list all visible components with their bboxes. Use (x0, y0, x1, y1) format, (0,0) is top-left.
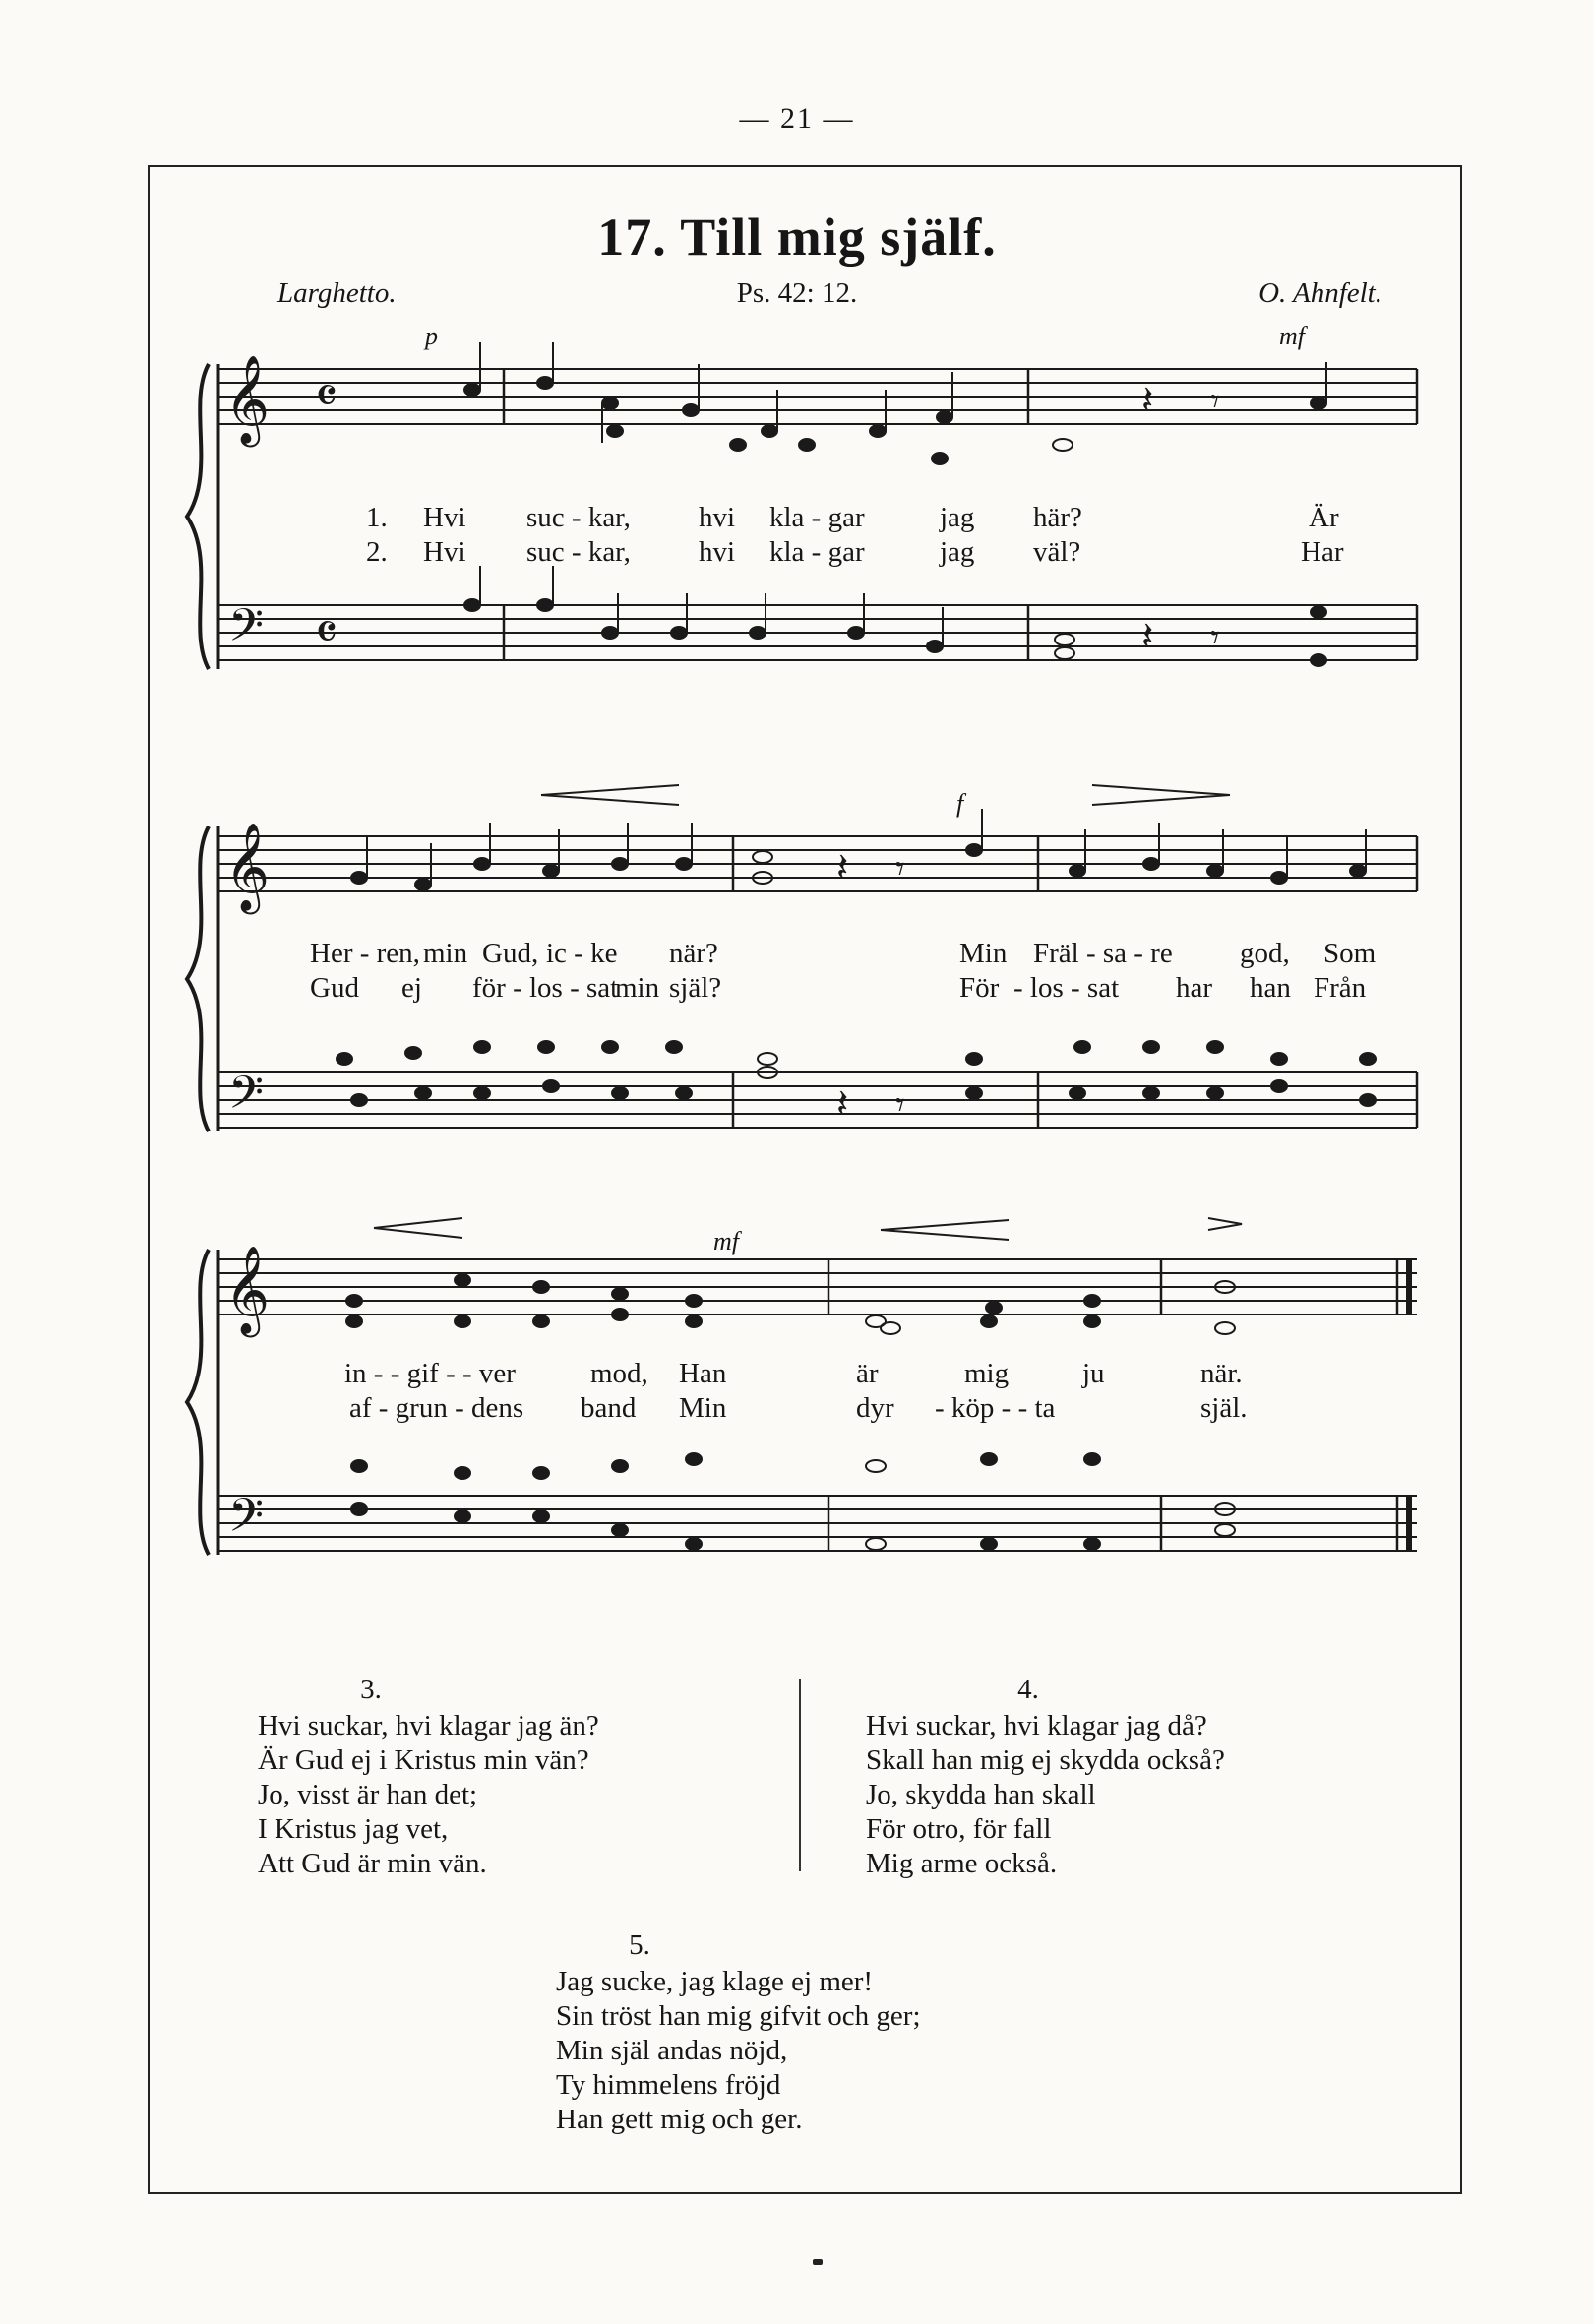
svg-text:Min: Min (679, 1392, 727, 1424)
verse-line: Jo, visst är han det; (258, 1779, 478, 1810)
bass-notes-3 (351, 1453, 1235, 1550)
svg-text:själ.: själ. (1200, 1392, 1248, 1424)
verse-line: Ty himmelens fröjd (556, 2069, 781, 2101)
bass-staff-3 (218, 1496, 1417, 1551)
svg-text:Gud,: Gud, (482, 938, 539, 969)
verse-line: I Kristus jag vet, (258, 1813, 449, 1845)
dynamic-p: p (425, 322, 438, 350)
svg-text:mod,: mod, (590, 1358, 648, 1389)
svg-text:- los - sat: - los - sat (1013, 972, 1120, 1004)
svg-text:Har: Har (1301, 536, 1344, 568)
verse-line: För otro, för fall (866, 1813, 1052, 1845)
treble-notes-1 (464, 342, 1326, 464)
svg-text:suc - kar,: suc - kar, (526, 502, 631, 533)
bass-clef-icon: 𝄢 (228, 1067, 265, 1131)
svg-text:är: är (856, 1358, 879, 1389)
verse-line: Är Gud ej i Kristus min vän? (258, 1744, 589, 1776)
svg-text:Hvi: Hvi (423, 502, 466, 533)
svg-text:mig: mig (964, 1358, 1010, 1389)
brace-2 (187, 826, 209, 1131)
svg-text:Från: Från (1314, 972, 1367, 1004)
bass-notes-1 (464, 566, 1326, 666)
svg-text:Min: Min (959, 938, 1008, 969)
svg-text:här?: här? (1033, 502, 1082, 533)
system-2-lyrics (310, 938, 1377, 1004)
verse-number: 5. (629, 1929, 650, 1961)
svg-text:ic - ke: ic - ke (546, 938, 618, 969)
svg-text:𝄽: 𝄽 (836, 845, 849, 890)
svg-text:𝄽: 𝄽 (1141, 378, 1154, 423)
verse-line: Skall han mig ej skydda också? (866, 1744, 1225, 1776)
dynamic-f: f (956, 789, 964, 818)
svg-text:dyr: dyr (856, 1392, 894, 1424)
verse-number: 4. (1017, 1674, 1039, 1705)
svg-text:band: band (581, 1392, 637, 1424)
svg-text:själ?: själ? (669, 972, 722, 1004)
music-score (148, 315, 1462, 1623)
svg-text:𝄽: 𝄽 (1141, 614, 1154, 659)
dynamic-mf: mf (713, 1227, 739, 1255)
svg-text:in - - gif - - ver: in - - gif - - ver (344, 1358, 516, 1389)
svg-text:𝄾: 𝄾 (1210, 618, 1220, 658)
svg-text:ju: ju (1082, 1358, 1105, 1389)
verse-line: Att Gud är min vän. (258, 1848, 487, 1879)
svg-text:han: han (1250, 972, 1291, 1004)
dynamic-mf: mf (1279, 322, 1305, 350)
svg-text:när?: när? (669, 938, 718, 969)
page-number: — 21 — (739, 102, 855, 135)
common-time-icon: 𝄴 (315, 367, 338, 426)
treble-clef-icon: 𝄞 (224, 1246, 271, 1334)
svg-text:kla - gar: kla - gar (769, 502, 865, 533)
composer: O. Ahnfelt. (1258, 277, 1382, 309)
verse-line: Hvi suckar, hvi klagar jag då? (866, 1710, 1207, 1742)
svg-text:hvi: hvi (699, 502, 736, 533)
verse-line: Sin tröst han mig gifvit och ger; (556, 2000, 921, 2032)
svg-text:ej: ej (401, 972, 422, 1004)
bass-clef-icon: 𝄢 (228, 599, 265, 663)
svg-text:jag: jag (940, 502, 975, 533)
treble-staff-3 (218, 1259, 1417, 1315)
svg-text:Som: Som (1323, 938, 1377, 969)
svg-text:Hvi: Hvi (423, 536, 466, 568)
score-svg (148, 315, 1462, 1623)
svg-text:suc - kar,: suc - kar, (526, 536, 631, 568)
verse-number: 3. (360, 1674, 382, 1705)
system-1-lyrics (366, 502, 1344, 568)
svg-text:𝄽: 𝄽 (836, 1081, 849, 1127)
treble-clef-icon: 𝄞 (224, 355, 271, 444)
treble-clef-icon: 𝄞 (224, 823, 271, 911)
svg-text:För: För (959, 972, 1000, 1004)
system-1 (187, 322, 1417, 669)
treble-notes-3 (346, 1274, 1235, 1334)
hymn-title: 17. Till mig själf. (597, 208, 997, 267)
svg-text:𝄾: 𝄾 (895, 849, 905, 889)
svg-text:väl?: väl? (1033, 536, 1081, 568)
svg-text:god,: god, (1240, 938, 1290, 969)
svg-text:2.: 2. (366, 536, 388, 568)
verse-line: Han gett mig och ger. (556, 2104, 803, 2135)
tempo-marking: Larghetto. (277, 277, 397, 309)
verse-4 (866, 1673, 1378, 1881)
svg-text:Gud: Gud (310, 972, 359, 1004)
verse-5 (556, 1928, 1087, 2137)
common-time-icon: 𝄴 (315, 603, 338, 662)
svg-text:min: min (615, 972, 660, 1004)
verse-line: Hvi suckar, hvi klagar jag än? (258, 1710, 599, 1742)
svg-text:Är: Är (1309, 502, 1339, 533)
svg-text:af - grun - dens: af - grun - dens (349, 1392, 524, 1424)
bass-staff-1 (218, 605, 1417, 660)
svg-text:för - los - sat: för - los - sat (472, 972, 619, 1004)
psalm-reference: Ps. 42: 12. (736, 277, 858, 309)
print-mark (813, 2259, 823, 2265)
bass-staff-2 (218, 1072, 1417, 1128)
svg-text:hvi: hvi (699, 536, 736, 568)
brace-3 (187, 1250, 209, 1555)
svg-text:1.: 1. (366, 502, 388, 533)
svg-text:𝄾: 𝄾 (1210, 382, 1220, 422)
svg-text:när.: när. (1200, 1358, 1243, 1389)
svg-text:jag: jag (940, 536, 975, 568)
verse-line: Jag sucke, jag klage ej mer! (556, 1966, 874, 1997)
svg-text:Her - ren,: Her - ren, (310, 938, 420, 969)
svg-text:𝄾: 𝄾 (895, 1085, 905, 1126)
svg-text:har: har (1176, 972, 1213, 1004)
verse-line: Min själ andas nöjd, (556, 2035, 788, 2066)
verse-divider (799, 1679, 801, 1871)
svg-text:Han: Han (679, 1358, 727, 1389)
brace-1 (187, 364, 209, 669)
svg-text:min: min (423, 938, 468, 969)
system-3-lyrics (344, 1358, 1248, 1424)
svg-text:Fräl - sa - re: Fräl - sa - re (1033, 938, 1173, 969)
bass-clef-icon: 𝄢 (228, 1490, 265, 1554)
verse-3 (258, 1673, 750, 1881)
treble-staff-2 (218, 836, 1417, 891)
svg-text:kla - gar: kla - gar (769, 536, 865, 568)
svg-text:- köp - - ta: - köp - - ta (935, 1392, 1056, 1424)
treble-staff-1 (218, 369, 1417, 424)
verse-line: Mig arme också. (866, 1848, 1058, 1879)
verse-line: Jo, skydda han skall (866, 1779, 1096, 1810)
